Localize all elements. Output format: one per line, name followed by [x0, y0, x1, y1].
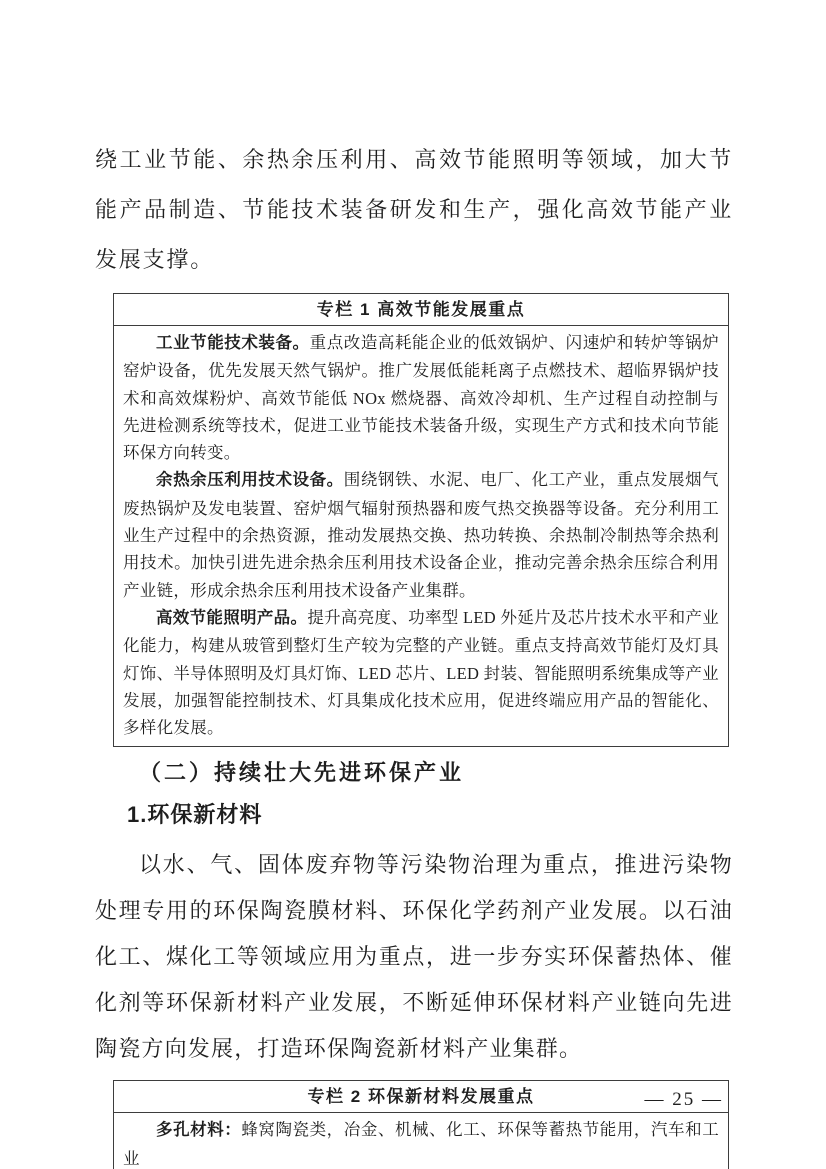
box1-paragraph-2 — [123, 466, 719, 603]
box2-paragraph-1-text: 蜂窝陶瓷类，冶金、机械、化工、环保等蓄热节能用，汽车和工业 — [123, 1120, 719, 1168]
body-paragraph: 以水、气、固体废弃物等污染物治理为重点，推进污染物处理专用的环保陶瓷膜材料、环保化学药剂产业发展。以石油化工、煤化工等领域应用为重点，进一步夯实环保蓄热体、催化剂等环保新材料产业发展，不断延伸环保材料产业链向先进陶瓷方向发展，打造环保陶瓷新材料产业集群。 — [95, 852, 733, 1062]
box1-paragraph-2-lead: 余热余压利用技术设备。 — [156, 471, 344, 490]
feature-box-2 — [113, 1080, 729, 1169]
box1-paragraph-3-text: 提升高亮度、功率型 LED 外延片及芯片技术水平和产业化能力，构建从玻管到整灯生产较为完整的产业链。重点支持高效节能灯及灯具灯饰、半导体照明及灯具灯饰、LED 芯片、LED 封装、智能照明系统集成等产业发展，加强智能控制技术、灯具集成化技术应用，促进终端应用产品的智能化、多样化发展。 — [123, 607, 719, 738]
subsection-heading: 1.环保新材料 — [127, 802, 263, 828]
box1-paragraph-2-text: 围绕钢铁、水泥、电厂、化工产业，重点发展烟气废热锅炉及发电装置、窑炉烟气辐射预热器和废气热交换器等设备。充分利用工业生产过程中的余热资源，推动发展热交换、热功转换、余热制冷制热等余热利用技术。加快引进先进余热余压利用技术设备企业，推动完善余热余压综合利用产业链，形成余热余压利用技术设备产业集群。 — [123, 470, 719, 600]
box2-paragraph-1-lead: 多孔材料： — [156, 1121, 242, 1140]
box1-body — [114, 326, 728, 746]
box2-title: 专栏 2 环保新材料发展重点 — [114, 1081, 728, 1113]
box1-paragraph-1-text: 重点改造高耗能企业的低效锅炉、闪速炉和转炉等锅炉窑炉设备，优先发展天然气锅炉。推广发展低能耗离子点燃技术、超临界锅炉技术和高效煤粉炉、高效节能低 NOx 燃烧器、高效冷却机、生产过程自动控制与先进检测系统等技术，促进工业节能技术装备升级，实现生产方式和技术向节能环保方向转变。 — [123, 333, 720, 463]
page-number: — 25 — — [644, 1089, 723, 1110]
box1-paragraph-3-lead: 高效节能照明产品。 — [156, 608, 308, 627]
box2-paragraph-1 — [123, 1116, 719, 1169]
box2-body — [114, 1113, 728, 1169]
box1-paragraph-1-lead: 工业节能技术装备。 — [156, 334, 310, 352]
box1-paragraph-1 — [123, 329, 719, 466]
box1-paragraph-3 — [123, 604, 719, 741]
feature-box-1 — [113, 293, 729, 747]
opening-paragraph: 绕工业节能、余热余压利用、高效节能照明等领域，加大节能产品制造、节能技术装备研发和生产，强化高效节能产业发展支撑。 — [95, 147, 733, 272]
box1-title: 专栏 1 高效节能发展重点 — [114, 294, 728, 326]
section-heading: （二）持续壮大先进环保产业 — [139, 760, 465, 786]
